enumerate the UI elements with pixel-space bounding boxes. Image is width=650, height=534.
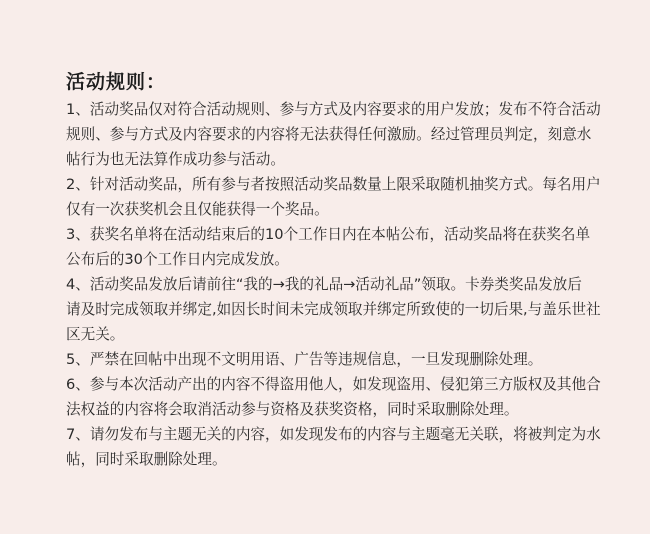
rule-item-4	[66, 272, 601, 347]
rules-list	[66, 97, 601, 472]
rule-text-line: 帖行为也无法算作成功参与活动。	[66, 151, 285, 168]
rules-title: 活动规则：	[66, 71, 167, 93]
rule-text-line: 5、严禁在回帖中出现不文明用语、广告等违规信息，一旦发现删除处理。	[66, 351, 543, 368]
rule-text-line: 公布后的30个工作日内完成发放。	[66, 251, 289, 268]
rule-text-line: 仅有一次获奖机会且仅能获得一个奖品。	[66, 201, 329, 218]
rule-text-line: 1、活动奖品仅对符合活动规则、参与方式及内容要求的用户发放；发布不符合活动	[66, 101, 601, 118]
rule-text-line: 法权益的内容将会取消活动参与资格及获奖资格，同时采取删除处理。	[66, 401, 519, 418]
rule-item-2	[66, 172, 601, 222]
rule-text-line: 请及时完成领取并绑定,如因长时间未完成领取并绑定所致使的一切后果,与盖乐世社	[66, 301, 601, 318]
rule-text-line: 6、参与本次活动产出的内容不得盗用他人，如发现盗用、侵犯第三方版权及其他合	[66, 376, 601, 393]
rule-text-line: 2、针对活动奖品，所有参与者按照活动奖品数量上限采取随机抽奖方式。每名用户	[66, 176, 601, 193]
rule-item-1	[66, 97, 601, 172]
rule-text-line: 帖，同时采取删除处理。	[66, 451, 227, 468]
rule-item-5	[66, 347, 596, 372]
rule-text-line: 规则、参与方式及内容要求的内容将无法获得任何激励。经过管理员判定，刻意水	[66, 126, 592, 143]
rule-text-line: 区无关。	[66, 326, 125, 343]
rule-item-7	[66, 422, 601, 472]
rule-text-line: 7、请勿发布与主题无关的内容，如发现发布的内容与主题毫无关联，将被判定为水	[66, 426, 601, 443]
rule-text-line: 4、活动奖品发放后请前往“我的→我的礼品→活动礼品”领取。卡券类奖品发放后	[66, 276, 582, 293]
rule-item-6	[66, 372, 601, 422]
rule-item-3	[66, 222, 596, 272]
rule-text-line: 3、获奖名单将在活动结束后的10个工作日内在本帖公布，活动奖品将在获奖名单	[66, 226, 591, 243]
